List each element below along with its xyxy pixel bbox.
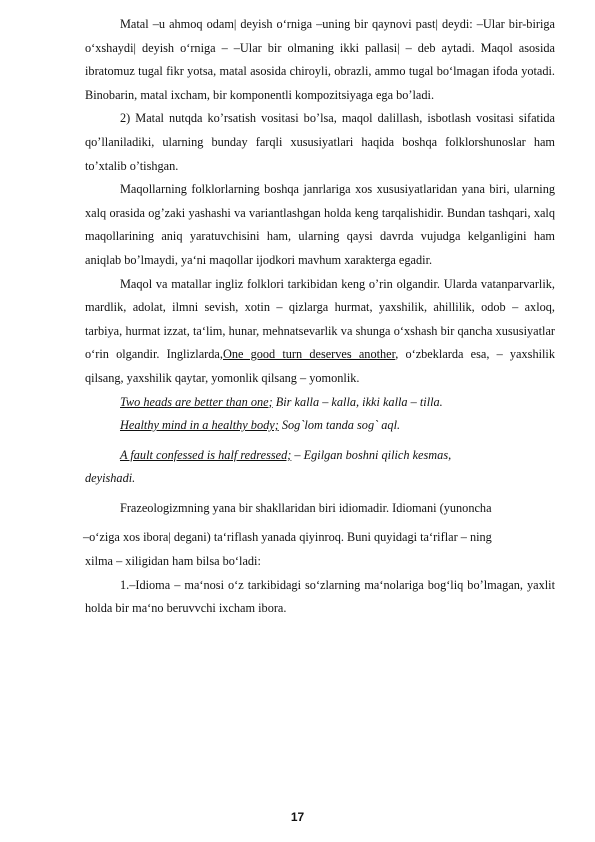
paragraph-idiom-line2: ‒o‘ziga xos ibora| degani) ta‘riflash yanada qiyinroq. Buni quyidagi ta‘riflar – ning bbox=[83, 530, 492, 545]
document-page bbox=[85, 13, 555, 621]
paragraph-idiom-intro: Frazeologizmning yana bir shakllaridan biri idiomadir. Idiomani (yunoncha bbox=[120, 500, 492, 515]
example-proverb-3-continuation: deyishadi. bbox=[85, 471, 136, 486]
paragraph-english-folklore-tail: , o‘zbeklarda esa, – yaxshilik qilsang, yaxshilik qaytar, yomonlik qilsang – yomonlik. bbox=[85, 347, 555, 385]
example-uzbek: – Egilgan boshni qilich kesmas, bbox=[291, 447, 452, 462]
paragraph-matal-usage: 2) Matal nutqda ko’rsatish vositasi bo’lsa, maqol dalillash, isbotlash vositasi sifatida qo’llaniladiki, ularning bunday farqli xususiyatlari haqida boshqa folklorshunoslar ham to’xtalib o’tishgan. bbox=[85, 111, 555, 173]
paragraph-english-folklore-text: Maqol va matallar ingliz folklori tarkibidan keng o’rin olgandir. Ularda vatanparvarlik, mardlik, adolat, ilmni sevish, xotin – qizlarga hurmat, yaxshilik, ahillilik, odob – axloq, tarbiya, hurmat izzat, ta‘lim, hunar, mehnatsevarlik va shunga o‘xshash bir qancha xususiyatlar o‘rin olgandir. Inglizlarda, bbox=[85, 276, 555, 362]
example-proverb-1 bbox=[85, 391, 555, 415]
paragraph-matal-definition: Matal ‒u ahmoq odam| deyish o‘rniga ‒uning bir qaynovi past| deydi: ‒Ular bir-biriga o‘xshaydi| deyish o‘rniga – ‒Ular bir olmaning ikki pallasi| – deb aytadi. Maqol asosida ibratomuz tugal fikr yotsa, matal asosida chiroyli, obrazli, ammo tugal bo‘lmagan ifoda yotadi. Binobarin, matal ixcham, bir komponentli kompozitsiyaga ega bo’ladi. bbox=[85, 17, 555, 102]
paragraph-idiom-definition: 1.‒Idioma – ma‘nosi o‘z tarkibidagi so‘zlarning ma‘nolariga bog‘liq bo’lmagan, yaxlit holda bir ma‘no beruvvchi ixcham ibora. bbox=[85, 577, 555, 616]
page-number: 17 bbox=[290, 810, 305, 824]
example-uzbek: Sog`lom tanda sog` aql. bbox=[278, 418, 401, 433]
paragraph-idiom-line3: xilma – xiligidan ham bilsa bo‘ladi: bbox=[85, 554, 261, 569]
example-english: Two heads are better than one; bbox=[120, 394, 273, 409]
paragraph-english-folklore bbox=[85, 273, 555, 391]
paragraph-maqol-features: Maqollarning folklorlarning boshqa janrlariga xos xususiyatlaridan yana biri, ularning xalq orasida og’zaki yashashi va variantlashgan holda keng tarqalishidir. Bundan tashqari, xalq maqollarining aniq yaratuvchisini ham, ularning qaysi davrda vujudga kelganligini ham aniqlab bo’lmaydi, ya‘ni maqollar ijodkori mavhum xarakterga egadir. bbox=[85, 182, 555, 267]
english-proverb: One good turn deserves another bbox=[222, 347, 396, 362]
example-english: Healthy mind in a healthy body; bbox=[120, 418, 279, 433]
example-proverb-2 bbox=[85, 414, 555, 438]
example-proverb-3 bbox=[85, 444, 555, 468]
example-english: A fault confessed is half redressed; bbox=[120, 447, 292, 462]
example-uzbek: Bir kalla – kalla, ikki kalla – tilla. bbox=[272, 394, 443, 409]
